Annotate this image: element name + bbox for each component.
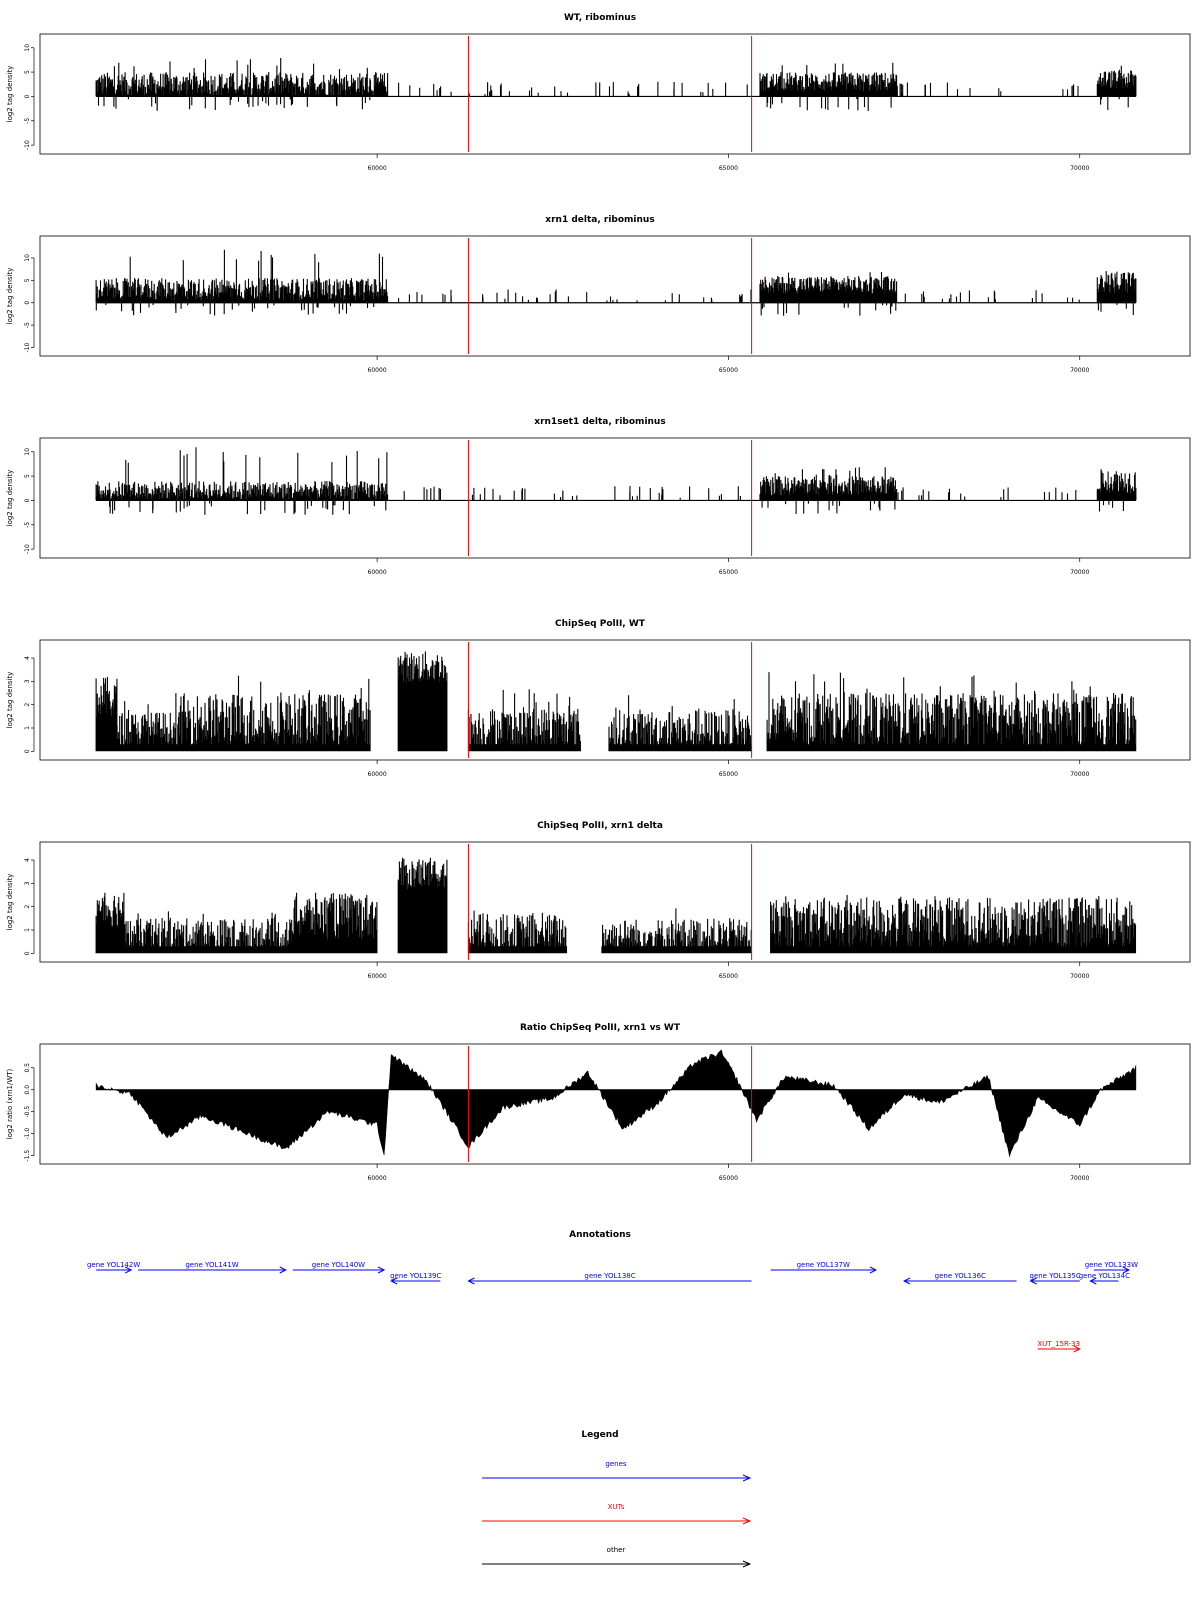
panel-title: WT, ribominus (563, 13, 637, 23)
panel-title: ChipSeq PolII, WT (555, 619, 645, 629)
y-tick-label: 0 (24, 951, 31, 956)
ratio-area (96, 1050, 1136, 1157)
annotation-gene-yol139c (390, 1272, 441, 1284)
y-tick-label: 4 (24, 858, 31, 862)
annotations-title: Annotations (569, 1230, 631, 1240)
x-tick-label: 65000 (718, 1175, 738, 1182)
annotation-label: gene YOL139C (390, 1272, 442, 1280)
y-tick-label: 0 (24, 749, 31, 754)
panel-title: xrn1 delta, ribominus (545, 215, 655, 225)
y-axis-label: log2 ratio (xrn1/WT) (6, 1068, 14, 1140)
legend-title: Legend (581, 1430, 619, 1440)
x-tick-label: 70000 (1070, 367, 1090, 374)
annotation-label: XUT_15R-33 (1037, 1340, 1080, 1348)
y-tick-label: 4 (24, 656, 31, 660)
track-panel-5 (6, 821, 1190, 980)
y-tick-label: 1 (24, 928, 31, 932)
x-tick-label: 70000 (1070, 165, 1090, 172)
y-tick-label: 0.0 (24, 1084, 31, 1095)
annotation-label: gene YOL142W (86, 1261, 141, 1269)
x-tick-label: 65000 (718, 973, 738, 980)
legend (482, 1430, 750, 1567)
y-tick-label: 5 (24, 70, 31, 75)
y-tick-label: 2 (24, 702, 31, 707)
y-tick-label: -10 (24, 544, 31, 555)
y-tick-label: -0.5 (24, 1105, 31, 1118)
legend-label: genes (605, 1460, 627, 1468)
annotation-gene-yol135c (1030, 1272, 1081, 1284)
annotation-label: gene YOL138C (584, 1272, 636, 1280)
track-panel-1 (6, 13, 1190, 172)
x-tick-label: 70000 (1070, 1175, 1090, 1182)
legend-label: XUTs (607, 1503, 625, 1511)
track-panel-4 (6, 619, 1190, 778)
y-tick-label: 10 (24, 43, 31, 52)
y-axis-label: log2 tag density (6, 267, 14, 325)
x-tick-label: 70000 (1070, 569, 1090, 576)
annotation-gene-yol142w (87, 1261, 140, 1273)
x-tick-label: 60000 (367, 367, 387, 374)
y-tick-label: -5 (24, 117, 31, 124)
y-tick-label: 0 (24, 498, 31, 503)
legend-item-other (482, 1546, 750, 1567)
y-tick-label: -10 (24, 342, 31, 353)
y-tick-label: -1.0 (24, 1127, 31, 1140)
x-tick-label: 65000 (718, 367, 738, 374)
annotation-label: gene YOL134C (1078, 1272, 1130, 1280)
x-tick-label: 60000 (367, 771, 387, 778)
panel-title: xrn1set1 delta, ribominus (534, 417, 666, 427)
track-panel-3 (6, 417, 1190, 576)
track-panel-2 (6, 215, 1190, 374)
annotations-track (87, 1230, 1138, 1352)
y-tick-label: 10 (24, 254, 31, 262)
y-axis-label: log2 tag density (6, 873, 14, 931)
annotation-gene-yol136c (904, 1272, 1016, 1284)
y-tick-label: -5 (24, 521, 31, 528)
annotation-xut-15r-33 (1037, 1340, 1080, 1352)
annotation-gene-yol138c (468, 1272, 751, 1284)
x-tick-label: 70000 (1070, 973, 1090, 980)
annotation-label: gene YOL141W (185, 1261, 239, 1269)
y-tick-label: 0.5 (24, 1062, 31, 1073)
panel-title: Ratio ChipSeq PolII, xrn1 vs WT (520, 1023, 680, 1033)
annotation-label: gene YOL133W (1084, 1261, 1139, 1269)
annotation-gene-yol134c (1079, 1272, 1130, 1284)
annotation-label: gene YOL135C (1029, 1272, 1081, 1280)
legend-label: other (606, 1546, 626, 1554)
annotation-label: gene YOL140W (311, 1261, 366, 1269)
density-bars (96, 858, 1135, 954)
x-tick-label: 65000 (718, 771, 738, 778)
y-tick-label: 10 (24, 447, 31, 456)
density-bars (96, 651, 1136, 751)
x-tick-label: 60000 (367, 569, 387, 576)
y-tick-label: 0 (24, 94, 31, 99)
x-tick-label: 60000 (367, 1175, 387, 1182)
y-tick-label: -1.5 (24, 1149, 31, 1162)
density-bars (96, 250, 1136, 316)
y-tick-label: -5 (24, 322, 31, 329)
y-axis-label: log2 tag density (6, 469, 14, 527)
x-tick-label: 60000 (367, 165, 387, 172)
x-tick-label: 65000 (718, 569, 738, 576)
annotation-gene-yol140w (293, 1261, 384, 1273)
y-axis-label: log2 tag density (6, 65, 14, 123)
track-panels (6, 13, 1190, 1182)
x-tick-label: 65000 (718, 165, 738, 172)
density-bars (96, 447, 1136, 515)
x-tick-label: 70000 (1070, 771, 1090, 778)
annotation-label: gene YOL136C (934, 1272, 986, 1280)
density-bars (96, 58, 1136, 111)
y-tick-label: 5 (24, 474, 31, 479)
y-tick-label: 1 (24, 726, 31, 730)
y-tick-label: 5 (24, 278, 31, 283)
legend-item-XUTs (482, 1503, 750, 1524)
y-tick-label: 2 (24, 904, 31, 909)
legend-item-genes (482, 1460, 750, 1481)
y-axis-label: log2 tag density (6, 671, 14, 729)
y-tick-label: 0 (24, 300, 31, 305)
panel-title: ChipSeq PolII, xrn1 delta (537, 821, 663, 831)
annotation-gene-yol141w (138, 1261, 286, 1273)
track-panel-6 (6, 1023, 1190, 1182)
annotation-label: gene YOL137W (796, 1261, 850, 1269)
x-tick-label: 60000 (367, 973, 387, 980)
annotation-gene-yol137w (771, 1261, 876, 1273)
y-tick-label: 3 (24, 881, 31, 886)
y-tick-label: -10 (24, 140, 31, 151)
y-tick-label: 3 (24, 679, 31, 684)
